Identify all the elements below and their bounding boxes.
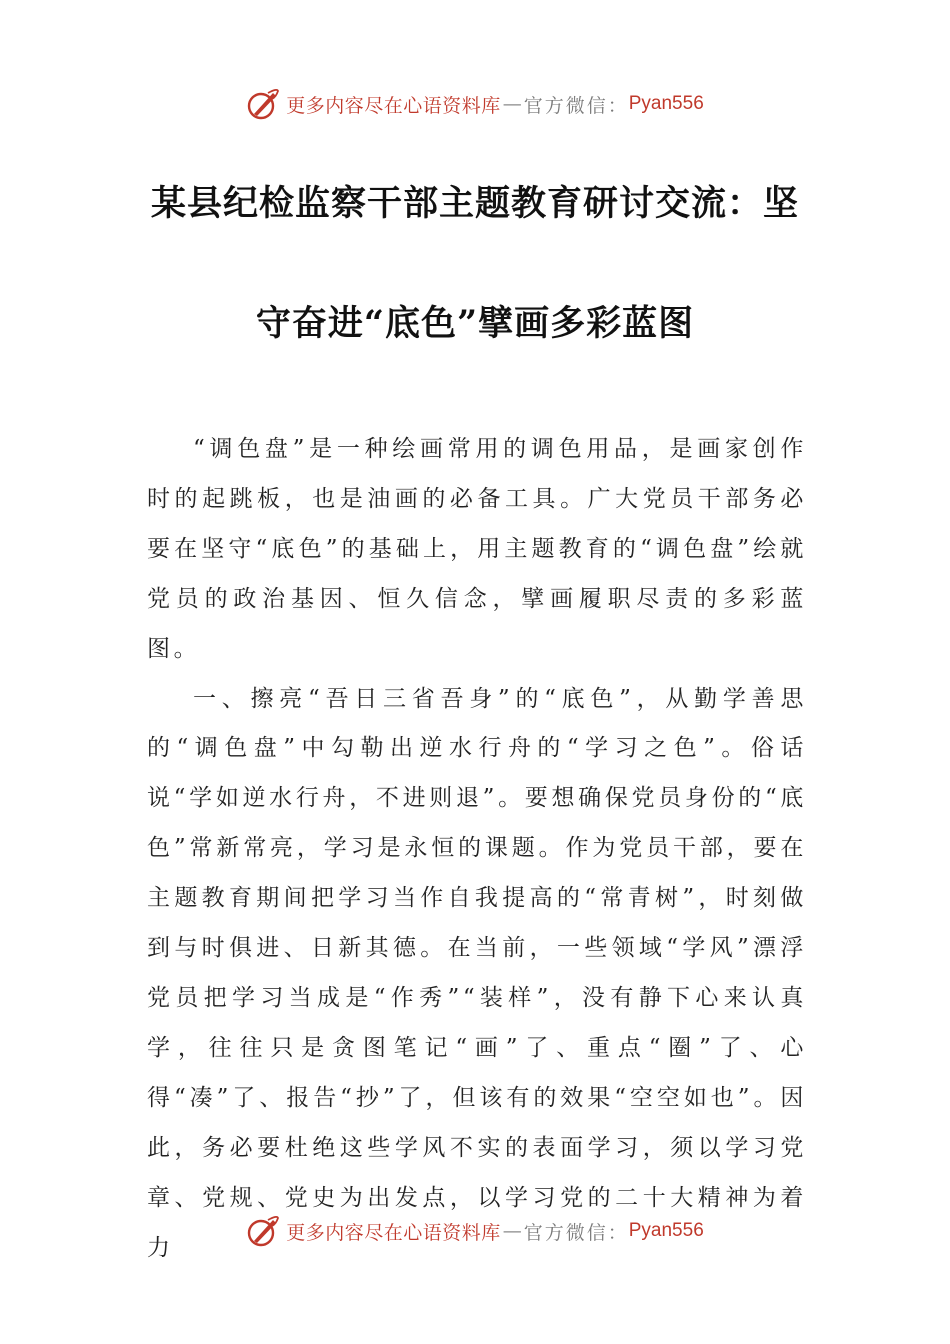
paragraph-intro: “调色盘”是一种绘画常用的调色用品，是画家创作时的起跳板，也是油画的必备工具。广大党员干部务必要在坚守“底色”的基础上，用主题教育的“调色盘”绘就党员的政治基因、恒久信念，擘画履职尽责的多彩蓝图。	[147, 436, 807, 662]
paragraph-section-one: 一、擦亮“吾日三省吾身”的“底色”，从勤学善思的“调色盘”中勾勒出逆水行舟的“学习之色”。俗话说“学如逆水行舟，不进则退”。要想确保党员身份的“底色”常新常亮，学习是永恒的课题。作为党员干部，要在主题教育期间把学习当作自我提高的“常青树”，时刻做到与时俱进、日新其德。在当前，一些领域“学风”漂浮党员把学习当成是“作秀”“装样”，没有静下心来认真学，往往只是贪图笔记“画”了、重点“圈”了、心得“凑”了、报告“抄”了，但该有的效果“空空如也”。因此，务必要杜绝这些学风不实的表面学习，须以学习党章、党规、党史为出发点，以学习党的二十大精神为着力	[147, 685, 807, 1261]
watermark-official-label: 官方微信：	[523, 94, 629, 117]
quill-pen-logo-icon	[246, 87, 280, 121]
quill-pen-logo-icon	[246, 1214, 280, 1248]
header-watermark	[0, 84, 950, 124]
watermark-wechat-id: Pyan556	[628, 1220, 704, 1241]
footer-watermark	[0, 1211, 950, 1251]
watermark-site-text: 更多内容尽在心语资料库	[286, 94, 501, 117]
watermark-dash: —	[502, 93, 522, 115]
document-title-line-1: 某县纪检监察干部主题教育研讨交流：坚	[150, 183, 799, 224]
watermark-site-text: 更多内容尽在心语资料库	[286, 1221, 501, 1244]
document-title-line-2: 守奋进“底色”擘画多彩蓝图	[255, 303, 695, 344]
document-body	[147, 425, 807, 1273]
watermark-official-label: 官方微信：	[523, 1221, 629, 1244]
watermark-dash: —	[502, 1220, 522, 1242]
watermark-wechat-id: Pyan556	[628, 93, 704, 114]
